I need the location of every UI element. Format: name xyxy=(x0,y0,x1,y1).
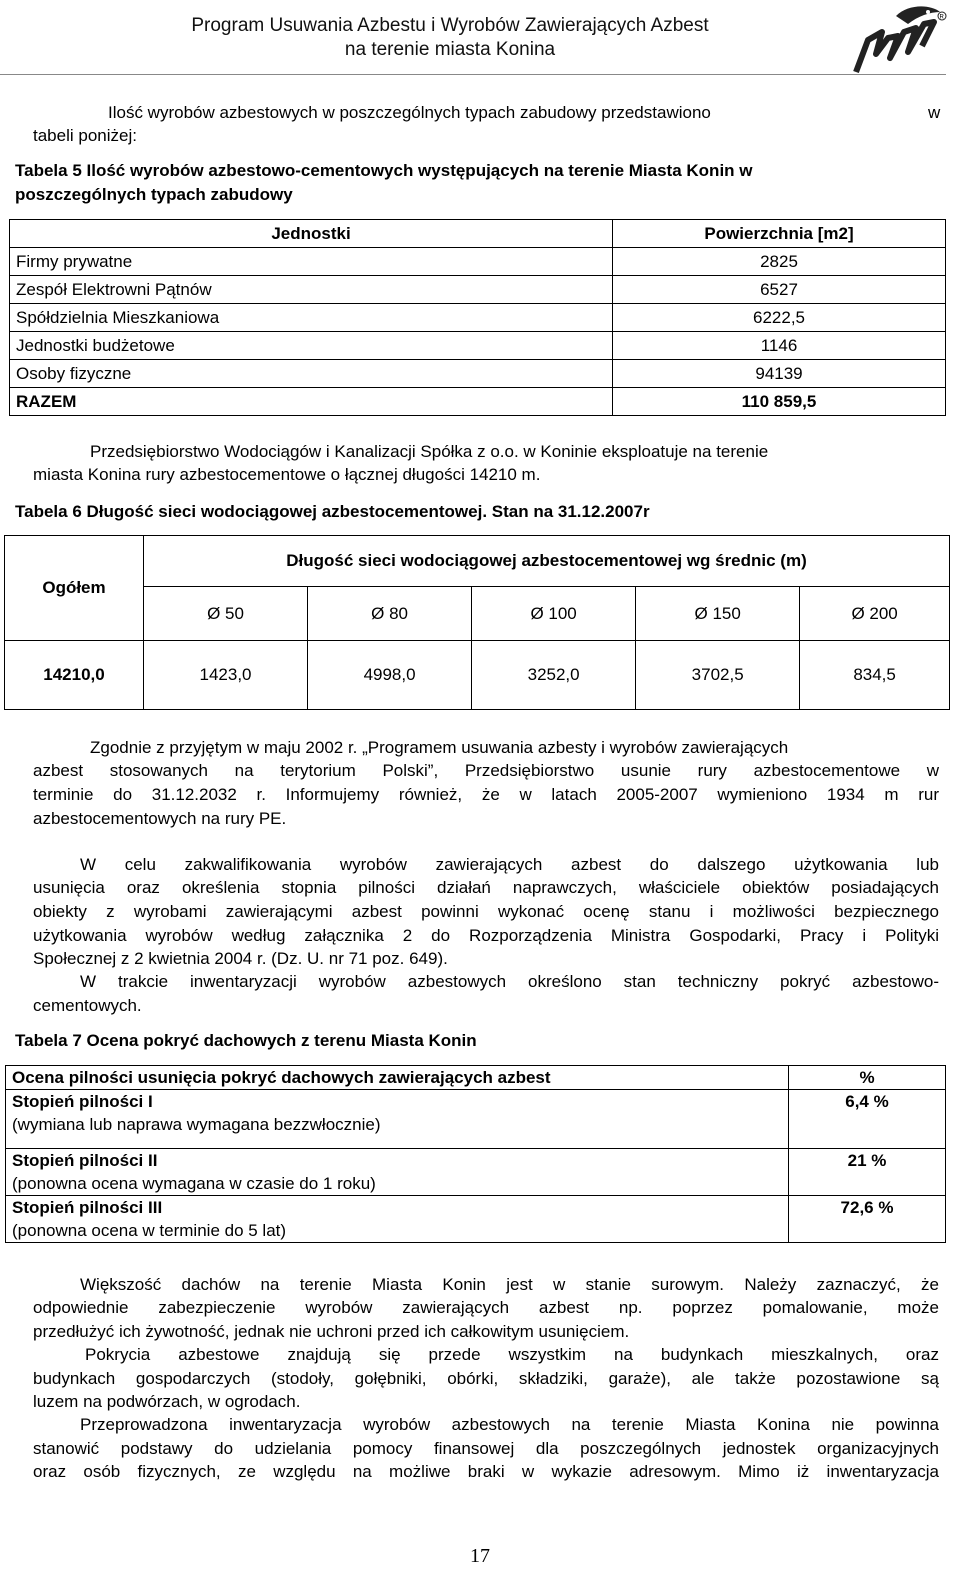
table-row xyxy=(6,1149,946,1196)
table-row xyxy=(10,360,946,388)
para-wiekszosc-line1: Większość dachów na terenie Miasta Konin jest w stanie surowym. Należy zaznaczyć, że xyxy=(80,1275,939,1294)
para-wcelu-line7: cementowych. xyxy=(33,996,142,1015)
table5-row-value: 94139 xyxy=(613,360,946,388)
table6-value: 834,5 xyxy=(800,641,950,710)
para-wcelu-line5: Społecznej z 2 kwietnia 2004 r. (Dz. U. nr 71 poz. 649). xyxy=(33,949,448,968)
table5-row-value: 2825 xyxy=(613,248,946,276)
table6-header-total: Ogółem xyxy=(5,536,144,641)
table7-row-desc: (ponowna ocena wymagana w czasie do 1 roku) xyxy=(12,1174,376,1193)
table-row xyxy=(6,1090,946,1149)
para-zgodnie-line2: azbest stosowanych na terytorium Polski”, Przedsiębiorstwo usunie rury azbestocementowe w xyxy=(33,761,939,780)
para-wod-line2: miasta Konina rury azbestocementowe o łącznej długości 14210 m. xyxy=(33,465,541,484)
para-wiekszosc-line3: przedłużyć ich żywotność, jednak nie uchroni przed ich całkowitym usunięciem. xyxy=(33,1322,630,1341)
header-title-line1: Program Usuwania Azbestu i Wyrobów Zawierających Azbest xyxy=(191,15,709,36)
table7 xyxy=(5,1065,946,1243)
table6-diameter: Ø 100 xyxy=(472,587,636,641)
table-row xyxy=(5,641,950,710)
header-rule xyxy=(0,74,946,75)
table-row xyxy=(10,248,946,276)
table7-row-desc: (ponowna ocena w terminie do 5 lat) xyxy=(12,1221,287,1240)
table6-diameter: Ø 200 xyxy=(800,587,950,641)
table-row xyxy=(10,388,946,416)
para-wcelu-line2: usunięcia oraz określenia stopnia pilności działań naprawczych, właściciele obiektów posiadających xyxy=(33,878,939,897)
table-header-row xyxy=(10,220,946,248)
logo-bird-icon xyxy=(838,2,948,76)
table7-caption: Tabela 7 Ocena pokryć dachowych z terenu Miasta Konin xyxy=(15,1031,477,1050)
para-wiekszosc-line5: budynkach gospodarczych (stodoły, gołębniki, obórki, składziki, garaże), ale także pozostawione są xyxy=(33,1369,939,1388)
svg-text:R: R xyxy=(939,14,944,21)
table5-row-value: 1146 xyxy=(613,332,946,360)
table6-value: 1423,0 xyxy=(144,641,308,710)
table7-row-value: 72,6 % xyxy=(789,1196,946,1243)
para-wiekszosc-line6: luzem na podwórzach, w ogrodach. xyxy=(33,1392,301,1411)
table5-row-name: RAZEM xyxy=(10,388,613,416)
table5 xyxy=(9,219,946,416)
table6-value: 4998,0 xyxy=(308,641,472,710)
para-zgodnie-line3: terminie do 31.12.2032 r. Informujemy również, że w latach 2005-2007 wymieniono 1934 m rur xyxy=(33,785,939,804)
table6 xyxy=(4,535,950,710)
table-row xyxy=(10,304,946,332)
table5-row-value: 6527 xyxy=(613,276,946,304)
para-wiekszosc-line8: stanowić podstawy do udzielania pomocy finansowej dla poszczególnych jednostek organizacyjnych xyxy=(33,1439,939,1458)
table7-row-title: Stopień pilności I xyxy=(12,1092,153,1111)
table7-row-value: 6,4 % xyxy=(789,1090,946,1149)
table5-caption-line2: poszczególnych typach zabudowy xyxy=(15,185,293,204)
table5-header-area: Powierzchnia [m2] xyxy=(613,220,946,248)
table7-row-title: Stopień pilności III xyxy=(12,1198,163,1217)
table7-header-left: Ocena pilności usunięcia pokryć dachowych zawierających azbest xyxy=(6,1066,789,1090)
para-zgodnie-line4: azbestocementowych na rury PE. xyxy=(33,809,287,828)
header-title xyxy=(100,14,800,62)
table-row xyxy=(10,332,946,360)
table7-row-desc: (wymiana lub naprawa wymagana bezzwłocznie) xyxy=(12,1115,381,1134)
table6-header-group: Długość sieci wodociągowej azbestocementowej wg średnic (m) xyxy=(144,536,950,587)
table5-row-value: 6222,5 xyxy=(613,304,946,332)
table-row xyxy=(6,1196,946,1243)
table-row xyxy=(10,276,946,304)
para-wiekszosc-line7: Przeprowadzona inwentaryzacja wyrobów azbestowych na terenie Miasta Konina nie powinna xyxy=(80,1415,939,1434)
page-number: 17 xyxy=(470,1545,490,1567)
para-wcelu-line4: użytkowania wyrobów według załącznika 2 do Rozporządzenia Ministra Gospodarki, Pracy i Polityki xyxy=(33,926,939,945)
table6-diameter: Ø 50 xyxy=(144,587,308,641)
table5-caption-line1: Tabela 5 Ilość wyrobów azbestowo-cementowych występujących na terenie Miasta Konin w xyxy=(15,161,753,180)
table5-row-name: Firmy prywatne xyxy=(10,248,613,276)
table5-header-units: Jednostki xyxy=(10,220,613,248)
table5-row-name: Zespół Elektrowni Pątnów xyxy=(10,276,613,304)
intro-line2: tabeli poniżej: xyxy=(33,126,137,145)
table6-value: 3252,0 xyxy=(472,641,636,710)
table5-row-name: Jednostki budżetowe xyxy=(10,332,613,360)
para-wcelu-line3: obiekty z wyrobami zawierającymi azbest powinni wykonać ocenę stanu i możliwości bezpiecznego xyxy=(33,902,939,921)
table7-row-title: Stopień pilności II xyxy=(12,1151,158,1170)
para-wiekszosc-line2: odpowiednie zabezpieczenie wyrobów zawierających azbest np. poprzez pomalowanie, może xyxy=(33,1298,939,1317)
para-wiekszosc-line9: oraz osób fizycznych, ze względu na możliwe braki w wykazie adresowym. Mimo iż inwentaryzacja xyxy=(33,1462,939,1481)
intro-line1: Ilość wyrobów azbestowych w poszczególnych typach zabudowy przedstawiono xyxy=(108,103,711,122)
table5-row-value: 110 859,5 xyxy=(613,388,946,416)
table7-header-right: % xyxy=(789,1066,946,1090)
table6-diameter: Ø 80 xyxy=(308,587,472,641)
para-wcelu-line6: W trakcie inwentaryzacji wyrobów azbestowych określono stan techniczny pokryć azbestowo- xyxy=(80,972,939,991)
para-wod-line1: Przedsiębiorstwo Wodociągów i Kanalizacji Spółka z o.o. w Koninie eksploatuje na terenie xyxy=(90,442,769,461)
table6-total: 14210,0 xyxy=(5,641,144,710)
table5-row-name: Osoby fizyczne xyxy=(10,360,613,388)
para-zgodnie-line1: Zgodnie z przyjętym w maju 2002 r. „Programem usuwania azbesty i wyrobów zawierających xyxy=(90,738,789,757)
table6-diameter: Ø 150 xyxy=(636,587,800,641)
para-wiekszosc-line4: Pokrycia azbestowe znajdują się przede wszystkim na budynkach mieszkalnych, oraz xyxy=(85,1345,939,1364)
intro-stray-w: w xyxy=(928,103,941,122)
para-wcelu-line1: W celu zakwalifikowania wyrobów zawierających azbest do dalszego użytkowania lub xyxy=(80,855,939,874)
header-title-line2: na terenie miasta Konina xyxy=(344,39,556,60)
table6-value: 3702,5 xyxy=(636,641,800,710)
table5-row-name: Spółdzielnia Mieszkaniowa xyxy=(10,304,613,332)
table7-row-value: 21 % xyxy=(789,1149,946,1196)
table6-caption: Tabela 6 Długość sieci wodociągowej azbestocementowej. Stan na 31.12.2007r xyxy=(15,502,650,521)
